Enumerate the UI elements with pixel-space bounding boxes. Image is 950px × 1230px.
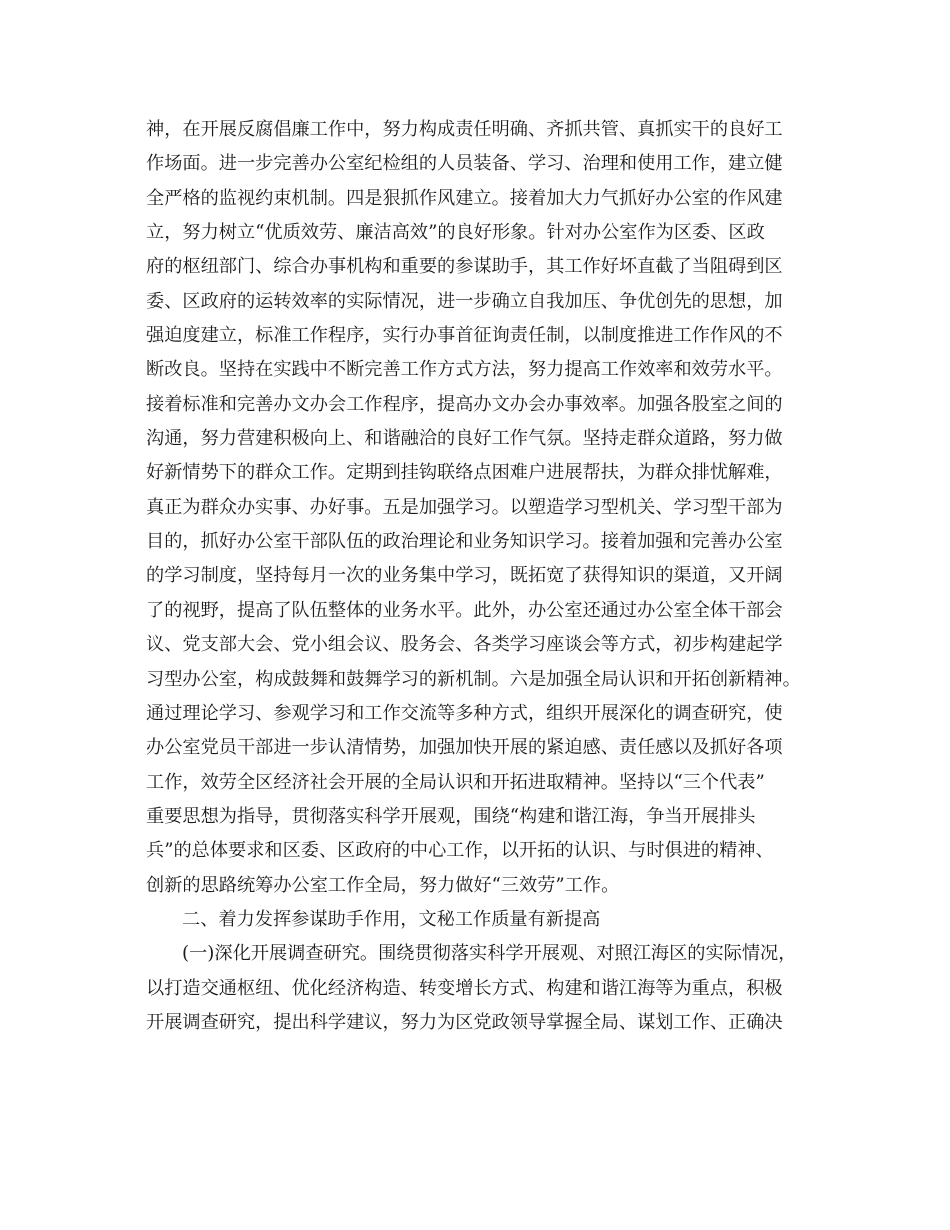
text-line: 议、党支部大会、党小组会议、股务会、各类学习座谈会等方式，初步构建起学: [146, 634, 783, 656]
text-line: 以打造交通枢纽、优化经济构造、转变增长方式、构建和谐江海等为重点，积极: [146, 977, 783, 999]
text-line: 府的枢纽部门、综合办事机构和重要的参谋助手，其工作好坏直截了当阻碍到区: [146, 256, 783, 278]
text-line: 立，努力树立“优质效劳、廉洁高效”的良好形象。针对办公室作为区委、区政: [146, 222, 765, 244]
text-line: 了的视野，提高了队伍整体的业务水平。此外，办公室还通过办公室全体干部会: [146, 599, 783, 621]
body-text: [146, 113, 816, 1040]
text-line: 重要思想为指导，贯彻落实科学开展观，围绕“构建和谐江海，争当开展排头: [146, 805, 756, 827]
text-line: 委、区政府的运转效率的实际情况，进一步确立自我加压、争优创先的思想，加: [146, 290, 783, 312]
text-line: 作场面。进一步完善办公室纪检组的人员装备、学习、治理和使用工作，建立健: [146, 153, 783, 175]
text-line: 全严格的监视约束机制。四是狠抓作风建立。接着加大力气抓好办公室的作风建: [146, 187, 783, 209]
text-line: 二、着力发挥参谋助手作用，文秘工作质量有新提高: [182, 908, 601, 930]
text-line: 好新情势下的群众工作。定期到挂钩联络点困难户进展帮扶，为群众排忧解难，: [146, 462, 783, 484]
text-line: 断改良。坚持在实践中不断完善工作方式方法，努力提高工作效率和效劳水平。: [146, 359, 783, 381]
text-line: 习型办公室，构成鼓舞和鼓舞学习的新机制。六是加强全局认识和开拓创新精神。: [146, 668, 801, 690]
text-line: 通过理论学习、参观学习和工作交流等多种方式，组织开展深化的调查研究，使: [146, 702, 783, 724]
text-line: 沟通，努力营建积极向上、和谐融洽的良好工作气氛。坚持走群众道路，努力做: [146, 428, 783, 450]
text-line: 目的，抓好办公室干部队伍的政治理论和业务知识学习。接着加强和完善办公室: [146, 531, 783, 553]
text-line: 开展调查研究，提出科学建议，努力为区党政领导掌握全局、谋划工作、正确决: [146, 1011, 783, 1033]
text-line: 办公室党员干部进一步认清情势，加强加快开展的紧迫感、责任感以及抓好各项: [146, 737, 783, 759]
text-line: (一)深化开展调查研究。围绕贯彻落实科学开展观、对照江海区的实际情况，: [182, 943, 797, 965]
text-line: 的学习制度，坚持每月一次的业务集中学习，既拓宽了获得知识的渠道，又开阔: [146, 565, 783, 587]
text-line: 神，在开展反腐倡廉工作中，努力构成责任明确、齐抓共管、真抓实干的良好工: [146, 119, 783, 140]
text-line: 真正为群众办实事、办好事。五是加强学习。以塑造学习型机关、学习型干部为: [146, 496, 783, 518]
text-line: 创新的思路统筹办公室工作全局，努力做好“三效劳”工作。: [146, 874, 620, 896]
text-line: 工作，效劳全区经济社会开展的全局认识和开拓进取精神。坚持以“三个代表”: [146, 771, 765, 793]
text-line: 兵”的总体要求和区委、区政府的中心工作，以开拓的认识、与时俱进的精神、: [146, 840, 774, 862]
text-line: 强迫度建立，标准工作程序，实行办事首征询责任制，以制度推进工作作风的不: [146, 325, 783, 347]
text-line: 接着标准和完善办文办会工作程序，提高办文办会办事效率。加强各股室之间的: [146, 393, 783, 415]
